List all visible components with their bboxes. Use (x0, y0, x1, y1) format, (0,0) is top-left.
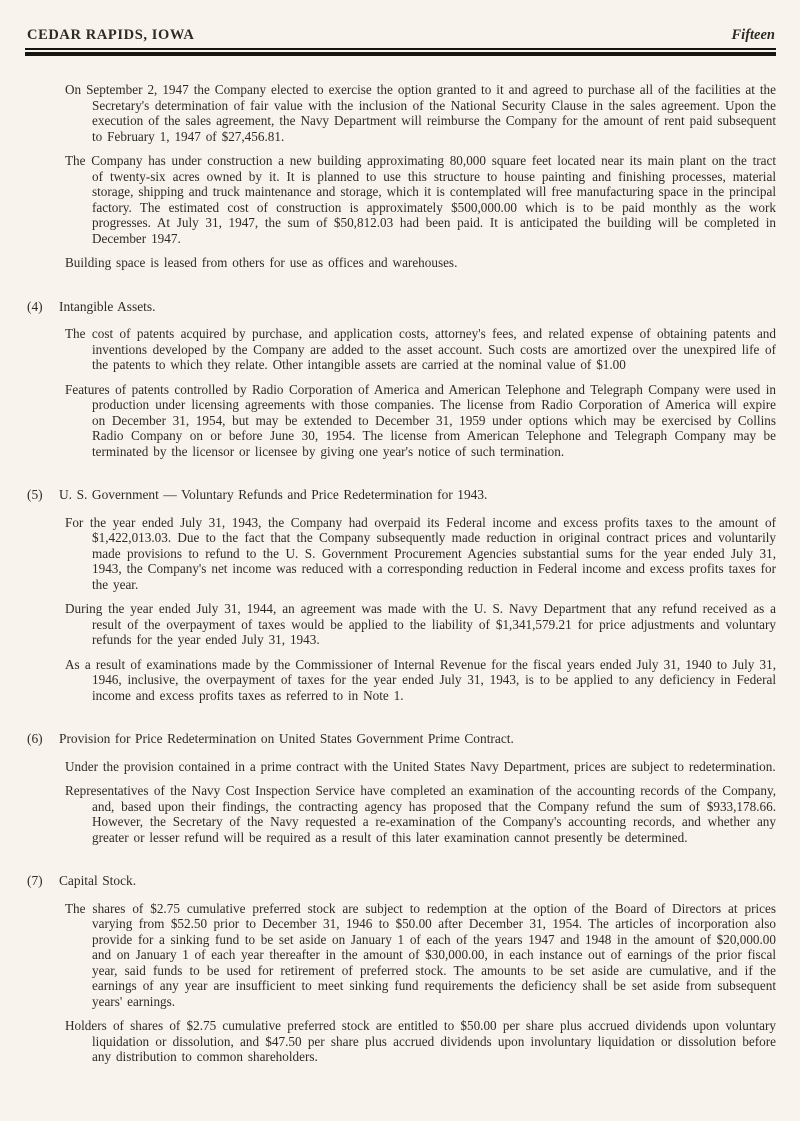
section-heading-4 (27, 299, 776, 315)
section-number: (5) (27, 487, 43, 502)
section-number: (7) (27, 873, 43, 888)
running-header (0, 0, 800, 44)
paragraph-overpaid-taxes: For the year ended July 31, 1943, the Company had overpaid its Federal income and excess profits taxes to the amount of $1,422,013.03. Due to the fact that the Company subsequently made reduction in original contract prices and voluntarily made provisions to refund to the U. S. Government Procurement Agencies substantial sums for the year ended July 31, 1943, the Company's net income was reduced with a corresponding reduction in Federal income and excess profits taxes for the year. (65, 514, 776, 592)
section-title: Capital Stock. (59, 873, 137, 888)
document-body (0, 56, 800, 1065)
section-number: (4) (27, 298, 43, 314)
paragraph-preferred-liquidation: Holders of shares of $2.75 cumulative preferred stock are entitled to $50.00 per share plus accrued dividends upon voluntary liquidation or dissolution, and $47.50 per share plus accrued dividends upon involuntary liquidation or dissolution before any distribution to common shareholders. (65, 1018, 776, 1064)
section-number: (6) (27, 731, 43, 746)
section-heading-5 (27, 487, 776, 503)
page-number: Fifteen (731, 27, 775, 43)
paragraph-option-purchase: On September 2, 1947 the Company elected to exercise the option granted to it and agreed to purchase all of the facilities at the Secretary's determination of fair value with the inclusion of the National Security Clause in the sales agreement. Upon the execution of the sales agreement, the Navy Department will reimburse the Company for the amount of rent paid subsequent to February 1, 1947 of $27,456.81. (65, 82, 776, 144)
paragraph-navy-agreement: During the year ended July 31, 1944, an agreement was made with the U. S. Navy Department that any refund received as a result of the overpayment of taxes would be applied to the liability of $1,341,579.21 for price adjustments and voluntary refunds for the year ended July 31, 1943. (65, 601, 776, 647)
header-rule (25, 48, 776, 56)
paragraph-patent-licenses: Features of patents controlled by Radio Corporation of America and American Telephone and Telegraph Company were used in production under licensing agreements with those companies. The license from Radio Corporation of America will expire on December 31, 1954, but may be extended to December 31, 1959 under options which may be exercised by Collins Radio Company on or before June 30, 1954. The license from American Telephone and Telegraph Company may be terminated by the licensor or licensee by giving one year's notice of such termination. (65, 381, 776, 459)
header-location: CEDAR RAPIDS, IOWA (27, 27, 195, 43)
section-heading-7 (27, 873, 776, 889)
section-heading-6 (27, 731, 776, 747)
section-title: Provision for Price Redetermination on United States Government Prime Contract. (59, 731, 514, 746)
paragraph-new-building: The Company has under construction a new building approximating 80,000 square feet located near its main plant on the tract of twenty-six acres owned by it. It is planned to use this structure to house painting and finishing processes, material storage, shipping and truck maintenance and storage, which it is contemplated will free manufacturing space in the principal factory. The estimated cost of construction is approximately $500,000.00 which is to be paid monthly as the work progresses. At July 31, 1947, the sum of $50,812.03 had been paid. It is anticipated the building will be completed in December 1947. (65, 153, 776, 246)
paragraph-leased-space: Building space is leased from others for use as offices and warehouses. (65, 255, 458, 270)
section-title: U. S. Government — Voluntary Refunds and Price Redetermination for 1943. (59, 487, 488, 502)
paragraph-patent-costs: The cost of patents acquired by purchase, and application costs, attorney's fees, and related expense of obtaining patents and inventions developed by the Company are added to the asset account. Such costs are amortized over the unexpired life of the patents to which they relate. Other intangible assets are carried at the nominal value of $1.00 (65, 326, 776, 372)
paragraph-prime-contract: Under the provision contained in a prime contract with the United States Navy Department, prices are subject to redetermination. (65, 758, 776, 774)
paragraph-navy-cost-inspection: Representatives of the Navy Cost Inspection Service have completed an examination of the accounting records of the Company, and, based upon their findings, the contracting agency has proposed that the Company refund the sum of $933,178.66. However, the Secretary of the Navy requested a re-examination of the Company's accounting records, and whether any greater or lesser refund will be required as a result of this later examination cannot presently be determined. (65, 783, 776, 845)
section-title: Intangible Assets. (59, 298, 156, 314)
paragraph-irs-examinations: As a result of examinations made by the Commissioner of Internal Revenue for the fiscal years ended July 31, 1940 to July 31, 1946, inclusive, the overpayment of taxes for the year ended July 31, 1943, is to be applied to any deficiency in Federal income and excess profits taxes as referred to in Note 1. (65, 656, 776, 703)
paragraph-preferred-redemption: The shares of $2.75 cumulative preferred stock are subject to redemption at the option of the Board of Directors at prices varying from $52.50 prior to December 31, 1946 to $50.00 after December 31, 1954. The articles of incorporation also provide for a sinking fund to be set aside on January 1 of each of the years 1947 and 1948 in the amount of $20,000.00 and on January 1 of each year thereafter in the amount of $30,000.00, in each instance out of earnings of the prior fiscal year, said funds to be used for retirement of preferred stock. The amounts to be set aside are cumulative, and if the earnings of any year are insufficient to meet sinking fund requirements the deficiency shall be set aside from subsequent years' earnings. (65, 900, 776, 1009)
